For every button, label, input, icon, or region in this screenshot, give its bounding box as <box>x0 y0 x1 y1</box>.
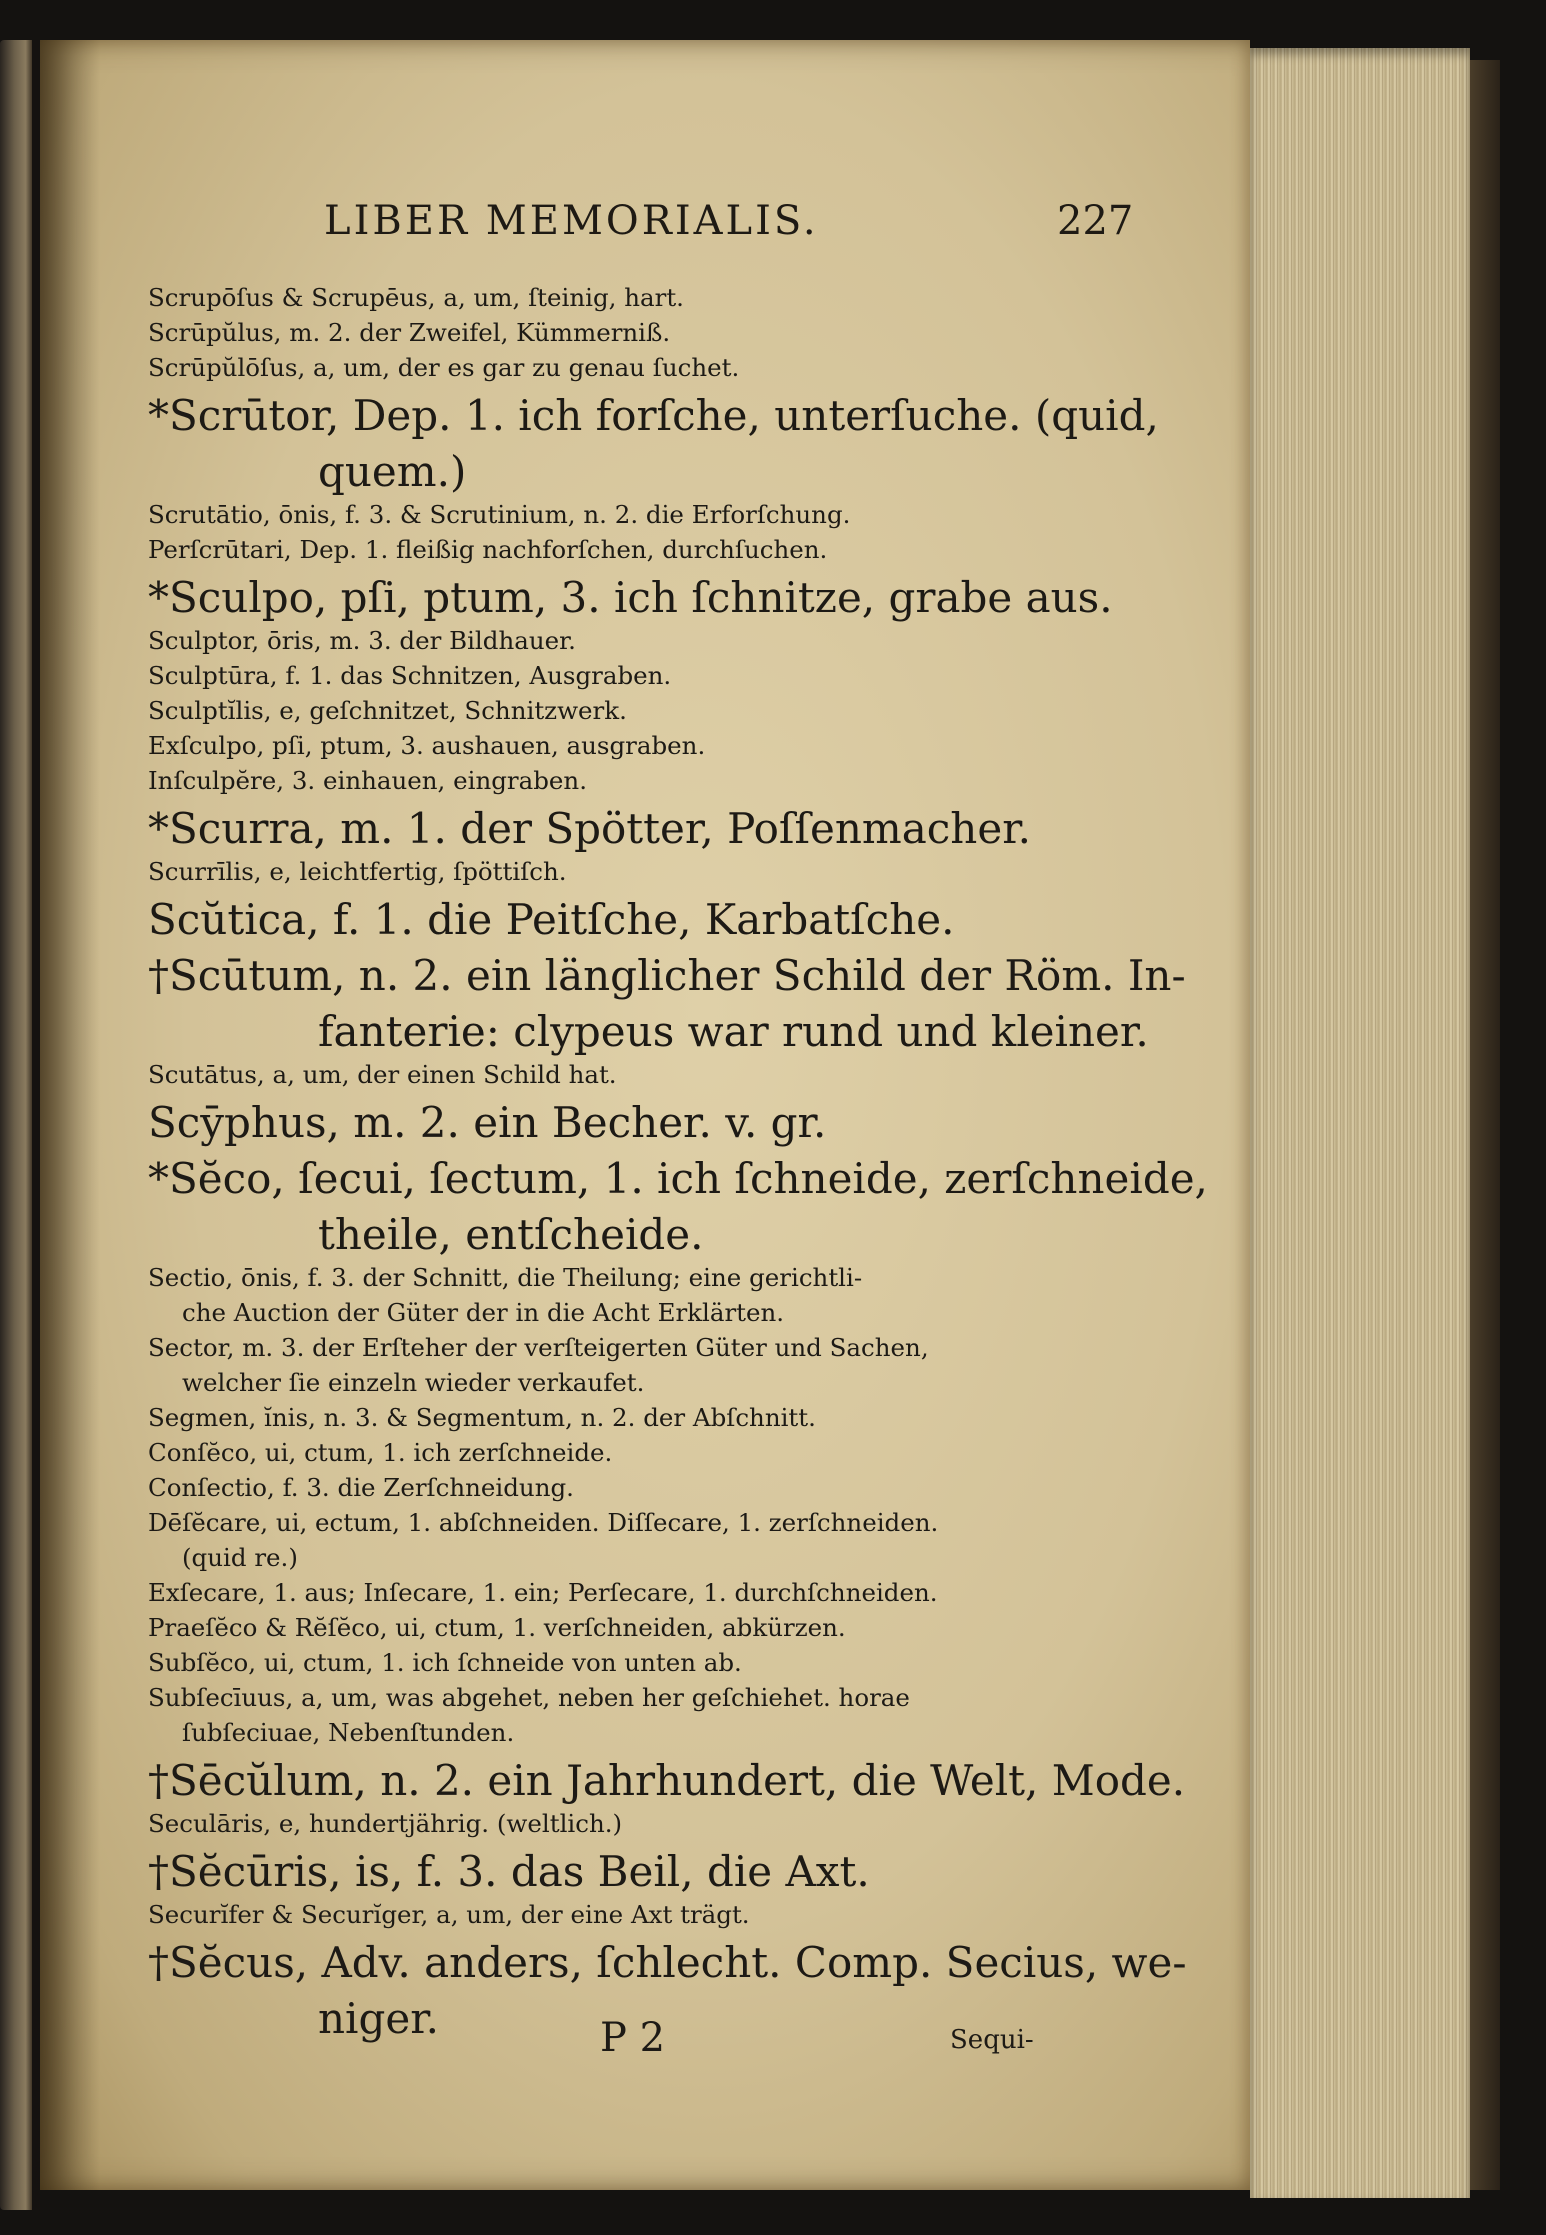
headword-entry: *Sculpo, pſi, ptum, 3. ich ſchnitze, grabe aus. <box>148 573 1113 622</box>
subentry: Scurrīlis, e, leichtfertig, ſpöttiſch. <box>148 857 567 886</box>
headword-entry: fanterie: clypeus war rund und kleiner. <box>318 1007 1149 1056</box>
headword-entry: *Scrūtor, Dep. 1. ich forſche, unterſuche. (quid, <box>148 391 1159 440</box>
headword-entry: theile, entſcheide. <box>318 1210 704 1259</box>
subentry: Exſecare, 1. aus; Inſecare, 1. ein; Perſecare, 1. durchſchneiden. <box>148 1578 938 1607</box>
subentry: Scrupōſus & Scrupēus, a, um, ſteinig, hart. <box>148 283 684 312</box>
headword-entry: *Sĕco, ſecui, ſectum, 1. ich ſchneide, zerſchneide, <box>148 1154 1208 1203</box>
headword-entry: †Sĕcus, Adv. anders, ſchlecht. Comp. Secius, we- <box>148 1938 1187 1987</box>
subentry: Sculptĭlis, e, geſchnitzet, Schnitzwerk. <box>148 696 627 725</box>
book-page-edges <box>1250 48 1470 2198</box>
subentry: (quid re.) <box>182 1543 298 1572</box>
subentry: Sculptor, ōris, m. 3. der Bildhauer. <box>148 626 576 655</box>
book-cover-edge <box>1470 60 1500 2190</box>
subentry: Conſĕco, ui, ctum, 1. ich zerſchneide. <box>148 1438 613 1467</box>
page-footer <box>40 2015 1250 2075</box>
gutter-shadow <box>40 40 100 2190</box>
subentry: ſubſeciuae, Nebenſtunden. <box>182 1718 515 1747</box>
headword-entry: quem.) <box>318 447 467 496</box>
subentry: Praeſĕco & Rĕſĕco, ui, ctum, 1. verſchneiden, abkürzen. <box>148 1613 846 1642</box>
dictionary-entries <box>148 280 1208 2044</box>
headword-entry: Scȳphus, m. 2. ein Becher. v. gr. <box>148 1098 827 1147</box>
page-header <box>40 168 1250 248</box>
signature-mark: P 2 <box>600 2015 666 2061</box>
subentry: Scrūpŭlus, m. 2. der Zweifel, Kümmerniß. <box>148 318 671 347</box>
headword-entry: niger. <box>318 1994 440 2043</box>
subentry: Sector, m. 3. der Erſteher der verſteigerten Güter und Sachen, <box>148 1333 929 1362</box>
subentry: Segmen, ĭnis, n. 3. & Segmentum, n. 2. der Abſchnitt. <box>148 1403 816 1432</box>
subentry: Exſculpo, pſi, ptum, 3. aushauen, ausgraben. <box>148 731 706 760</box>
subentry: Seculāris, e, hundertjährig. (weltlich.) <box>148 1809 623 1838</box>
facing-page-edge <box>0 40 32 2210</box>
page-number: 227 <box>1057 198 1134 244</box>
subentry: Sectio, ōnis, f. 3. der Schnitt, die Theilung; eine gerichtli- <box>148 1263 863 1292</box>
subentry: Dēſĕcare, ui, ectum, 1. abſchneiden. Diſſecare, 1. zerſchneiden. <box>148 1508 939 1537</box>
headword-entry: Scŭtica, f. 1. die Peitſche, Karbatſche. <box>148 895 955 944</box>
subentry: Conſectio, f. 3. die Zerſchneidung. <box>148 1473 574 1502</box>
headword-entry: *Scurra, m. 1. der Spötter, Poſſenmacher. <box>148 804 1032 853</box>
subentry: Sculptūra, f. 1. das Schnitzen, Ausgraben. <box>148 661 672 690</box>
running-head: LIBER MEMORIALIS. <box>324 198 819 244</box>
headword-entry: †Scūtum, n. 2. ein länglicher Schild der Röm. In- <box>148 951 1186 1000</box>
subentry: Scrutātio, ōnis, f. 3. & Scrutinium, n. 2. die Erforſchung. <box>148 500 851 529</box>
subentry: welcher ſie einzeln wieder verkaufet. <box>182 1368 645 1397</box>
subentry: Inſculpĕre, 3. einhauen, eingraben. <box>148 766 587 795</box>
subentry: Perſcrūtari, Dep. 1. fleißig nachforſchen, durchſuchen. <box>148 535 828 564</box>
headword-entry: †Sēcŭlum, n. 2. ein Jahrhundert, die Welt, Mode. <box>148 1756 1186 1805</box>
headword-entry: †Sĕcūris, is, f. 3. das Beil, die Axt. <box>148 1847 870 1896</box>
catchword: Sequi- <box>950 2025 1034 2055</box>
subentry: che Auction der Güter der in die Acht Erklärten. <box>182 1298 785 1327</box>
subentry: Scrūpŭlōſus, a, um, der es gar zu genau ſuchet. <box>148 353 740 382</box>
subentry: Subſecīuus, a, um, was abgehet, neben her geſchiehet. horae <box>148 1683 910 1712</box>
book-page <box>40 40 1250 2190</box>
subentry: Scutātus, a, um, der einen Schild hat. <box>148 1060 617 1089</box>
subentry: Securĭfer & Securĭger, a, um, der eine Axt trägt. <box>148 1900 750 1929</box>
subentry: Subſĕco, ui, ctum, 1. ich ſchneide von unten ab. <box>148 1648 742 1677</box>
